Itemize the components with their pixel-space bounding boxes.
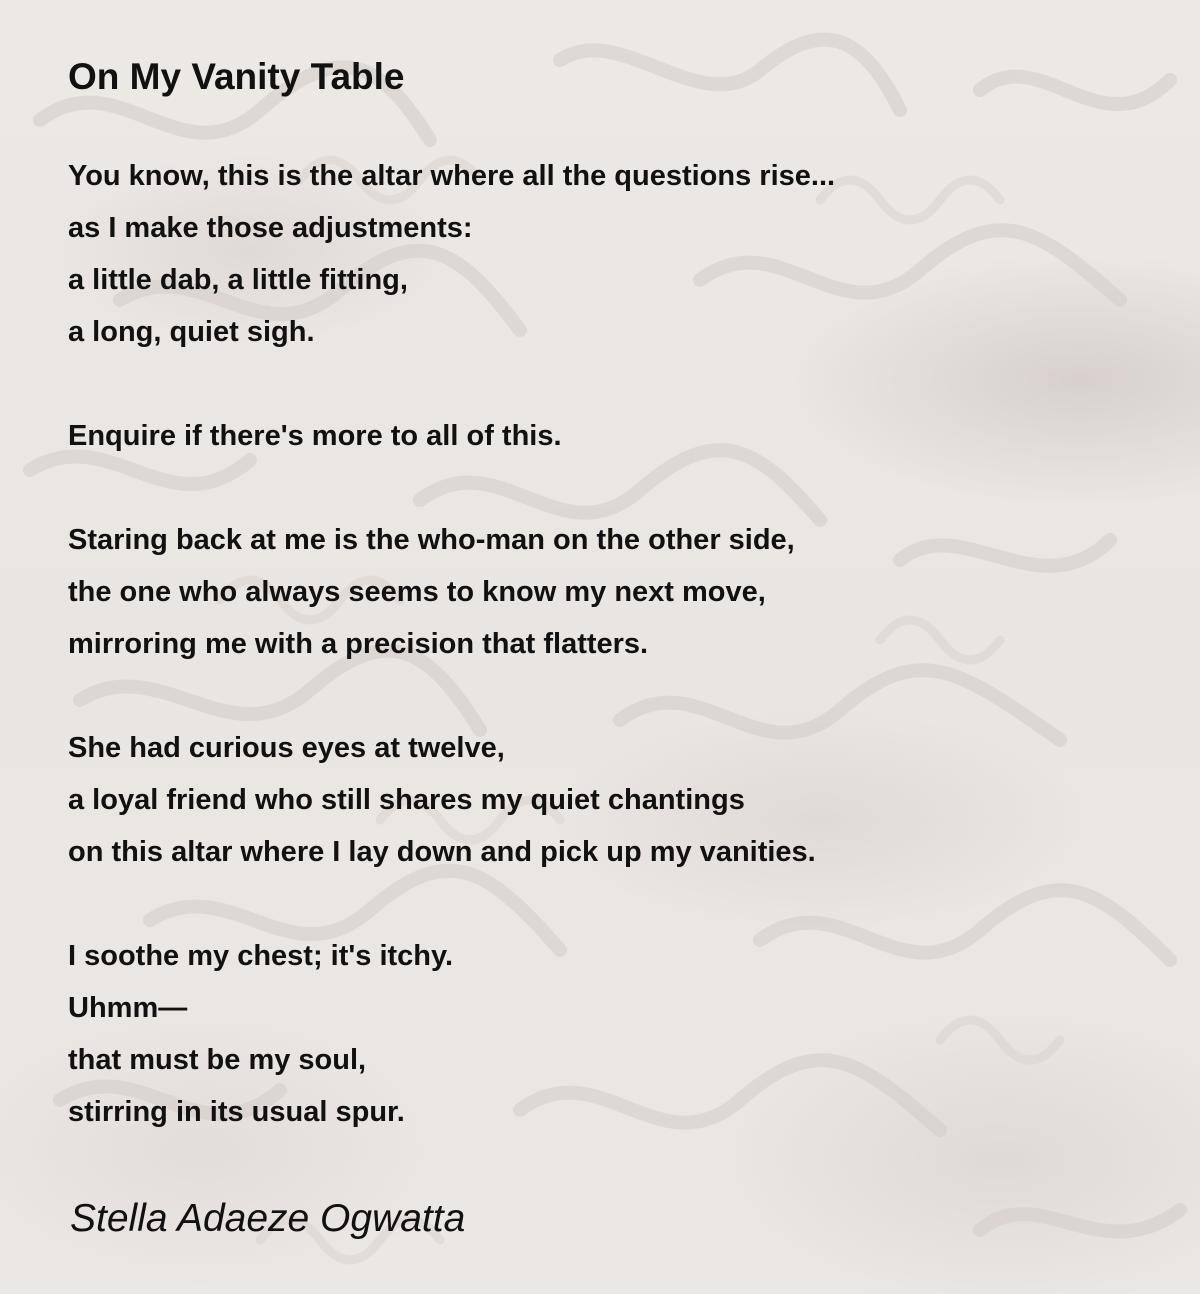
- poem-page: [68, 52, 1148, 1190]
- poem-line: Uhmm—: [68, 992, 188, 1024]
- stanza-1: [68, 150, 1148, 358]
- poem-line: that must be my soul,: [68, 1044, 367, 1076]
- poem-author: Stella Adaeze Ogwatta: [70, 1197, 466, 1240]
- poem-line: Enquire if there's more to all of this.: [68, 420, 562, 452]
- poem-line: a little dab, a little fitting,: [68, 264, 408, 296]
- poem-line: Staring back at me is the who-man on the other side,: [68, 524, 795, 556]
- poem-line: You know, this is the altar where all the questions rise...: [68, 160, 836, 192]
- poem-title: On My Vanity Table: [68, 56, 405, 97]
- stanza-3: [68, 514, 1148, 670]
- poem-body: [68, 150, 1148, 1138]
- stanza-4: [68, 722, 1148, 878]
- poem-line: on this altar where I lay down and pick up my vanities.: [68, 836, 816, 868]
- poem-line: the one who always seems to know my next move,: [68, 576, 766, 608]
- poem-line: a long, quiet sigh.: [68, 316, 315, 348]
- poem-line: a loyal friend who still shares my quiet chantings: [68, 784, 745, 816]
- stanza-2: [68, 410, 1148, 462]
- poem-line: She had curious eyes at twelve,: [68, 732, 505, 764]
- poem-line: I soothe my chest; it's itchy.: [68, 940, 454, 972]
- stanza-5: [68, 930, 1148, 1138]
- poem-line: mirroring me with a precision that flatters.: [68, 628, 649, 660]
- poem-line: as I make those adjustments:: [68, 212, 473, 244]
- poem-line: stirring in its usual spur.: [68, 1096, 405, 1128]
